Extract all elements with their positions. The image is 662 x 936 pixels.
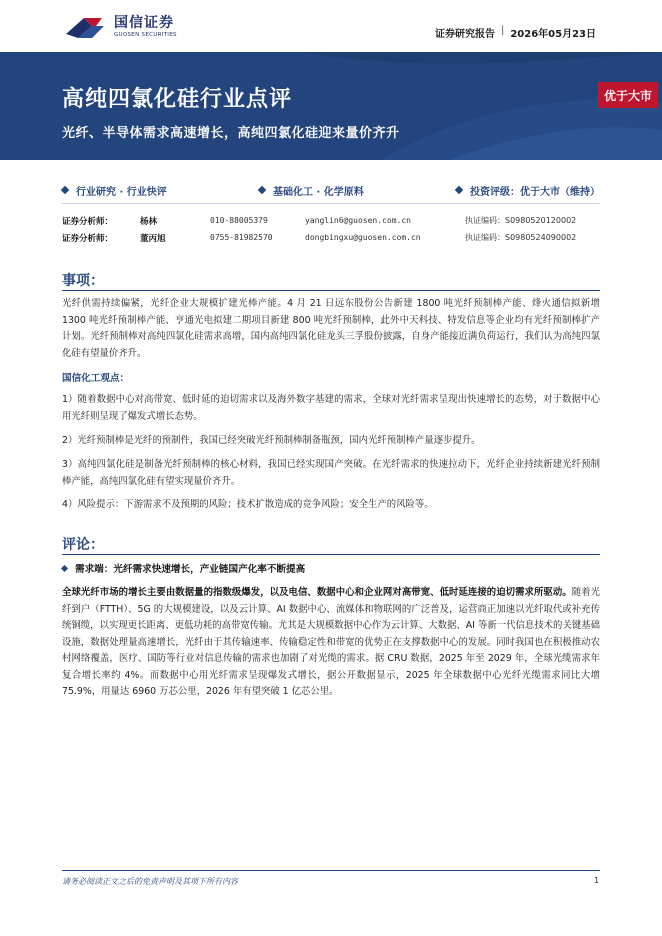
analyst-row bbox=[62, 212, 600, 229]
investment-rating bbox=[456, 180, 600, 200]
comment-body: 随着光纤到户（FTTH）、5G 的大规模建设，以及云计算、AI 数据中心、流媒体和物联网的广泛普及，运营商正加速以光纤取代或补充传统铜缆，以实现更长距离、更低功耗的高带宽传输。尤其是大规模数据中心作为云计算、大数据、AI 等新一代信息技术的关键基础设施，数据处理量高速增长，光纤由于其传输速率、传输稳定性和带宽的优势正在支撑数据中心的发展。同时我国也在积极推动农村网络覆盖，医疗、国防等行业对信息传输的需求也加剧了对光缆的需求。据 CRU 数据，2025 年至 2029 年，全球光缆需求年复合增长率约 4%。而数据中心用光纤需求呈现爆发式增长，据公开数据显示，2025 年全球数据中心光纤光缆需求同比大增 75.9%，用量达 6960 万芯公里，2026 年有望突破 1 亿芯公里。 bbox=[62, 587, 600, 697]
analyst-cert: 执证编码：S0980524090002 bbox=[465, 233, 577, 242]
report-sector bbox=[259, 180, 364, 200]
analyst-phone: 0755-81982570 bbox=[210, 233, 273, 242]
comment-lead: 全球光纤市场的增长主要由数据量的指数级爆发，以及电信、数据中心和企业网对高带宽、低时延连接的迫切需求所驱动。 bbox=[62, 587, 572, 598]
analyst-email[interactable]: yanglin6@guosen.com.cn bbox=[305, 216, 411, 225]
comment-paragraph bbox=[62, 585, 600, 701]
logo-chinese-text: 国信证券 bbox=[114, 15, 174, 31]
report-sector-text: 基础化工 · 化学原料 bbox=[273, 186, 364, 198]
view-point-3: 3）高纯四氯化硅是制备光纤预制棒的核心材料，我国已经实现国产突破。在光纤需求的快速拉动下，光纤企业持续新建光纤预制棒产能，高纯四氯化硅有望实现量价齐升。 bbox=[62, 459, 600, 487]
report-meta bbox=[435, 25, 596, 40]
meta-separator: | bbox=[500, 25, 505, 36]
rating-tag: 优于大市 bbox=[598, 82, 658, 108]
investment-rating-text: 投资评级：优于大市（维持） bbox=[470, 186, 600, 198]
matter-heading-rule bbox=[62, 290, 600, 291]
demand-point bbox=[62, 561, 305, 575]
logo-english-text: GUOSEN SECURITIES bbox=[114, 32, 177, 38]
diamond-bullet-icon bbox=[455, 186, 463, 194]
view-point-4: 4）风险提示：下游需求不及预期的风险；技术扩散造成的竞争风险；安全生产的风险等。 bbox=[62, 499, 434, 510]
analyst-phone: 010-88005379 bbox=[210, 216, 268, 225]
page-number: 1 bbox=[594, 876, 600, 885]
analyst-row bbox=[62, 229, 600, 246]
diamond-bullet-icon bbox=[258, 186, 266, 194]
analyst-email[interactable]: dongbingxu@guosen.com.cn bbox=[305, 233, 421, 242]
matter-paragraph: 光纤供需持续偏紧，光纤企业大规模扩建光棒产能。4 月 21 日远东股份公告新建 1800 吨光纤预制棒产能、烽火通信拟新增 1300 吨光纤预制棒产能、亨通光电拟建二期项目新建 800 吨光纤预制棒，此外中天科技、特发信息等企业均有光纤预制棒扩产计划。光纤预制棒对高纯四氯化硅需求高增，国内高纯四氯化硅龙头三孚股份披露，自身产能接近满负荷运行，我们认为高纯四氯化硅有望量价齐升。 bbox=[62, 298, 600, 359]
diamond-bullet-icon bbox=[61, 186, 69, 194]
guosen-logo-icon bbox=[62, 14, 110, 40]
title-banner bbox=[0, 52, 662, 160]
page-header bbox=[0, 0, 662, 52]
report-category-text: 行业研究 · 行业快评 bbox=[76, 186, 167, 198]
info-divider bbox=[62, 203, 600, 204]
info-bar bbox=[62, 180, 600, 200]
matter-heading: 事项： bbox=[62, 273, 104, 289]
view-heading: 国信化工观点： bbox=[62, 373, 130, 384]
analyst-name: 杨林 bbox=[140, 216, 158, 227]
disclaimer-note: 请务必阅读正文之后的免责声明及其项下所有内容 bbox=[62, 877, 238, 886]
report-title: 高纯四氯化硅行业点评 bbox=[62, 87, 293, 112]
demand-point-title: 需求端：光纤需求快速增长，产业链国产化率不断提高 bbox=[75, 564, 306, 575]
analyst-name: 董丙旭 bbox=[140, 233, 166, 244]
comment-heading: 评论： bbox=[62, 537, 104, 553]
diamond-bullet-icon bbox=[61, 564, 68, 571]
report-date: 2026年05月23日 bbox=[510, 29, 596, 40]
view-point-1: 1）随着数据中心对高带宽、低时延的迫切需求以及海外数字基建的需求，全球对光纤需求呈现出快速增长的态势，对于数据中心用光纤则呈现了爆发式增长态势。 bbox=[62, 394, 600, 422]
analyst-cert: 执证编码：S0980520120002 bbox=[465, 216, 577, 225]
report-subtitle: 光纤、半导体需求高速增长，高纯四氯化硅迎来量价齐升 bbox=[62, 126, 400, 141]
company-logo bbox=[62, 14, 177, 40]
report-category bbox=[62, 180, 167, 200]
view-point-2: 2）光纤预制棒是光纤的预制件，我国已经突破光纤预制棒制备瓶颈，国内光纤预制棒产量逐步提升。 bbox=[62, 435, 481, 446]
analyst-role: 证券分析师： bbox=[62, 233, 114, 244]
comment-heading-rule bbox=[62, 554, 600, 555]
footer-rule bbox=[62, 870, 600, 871]
analyst-list bbox=[62, 212, 600, 246]
report-type: 证券研究报告 bbox=[434, 29, 495, 40]
analyst-role: 证券分析师： bbox=[62, 216, 114, 227]
